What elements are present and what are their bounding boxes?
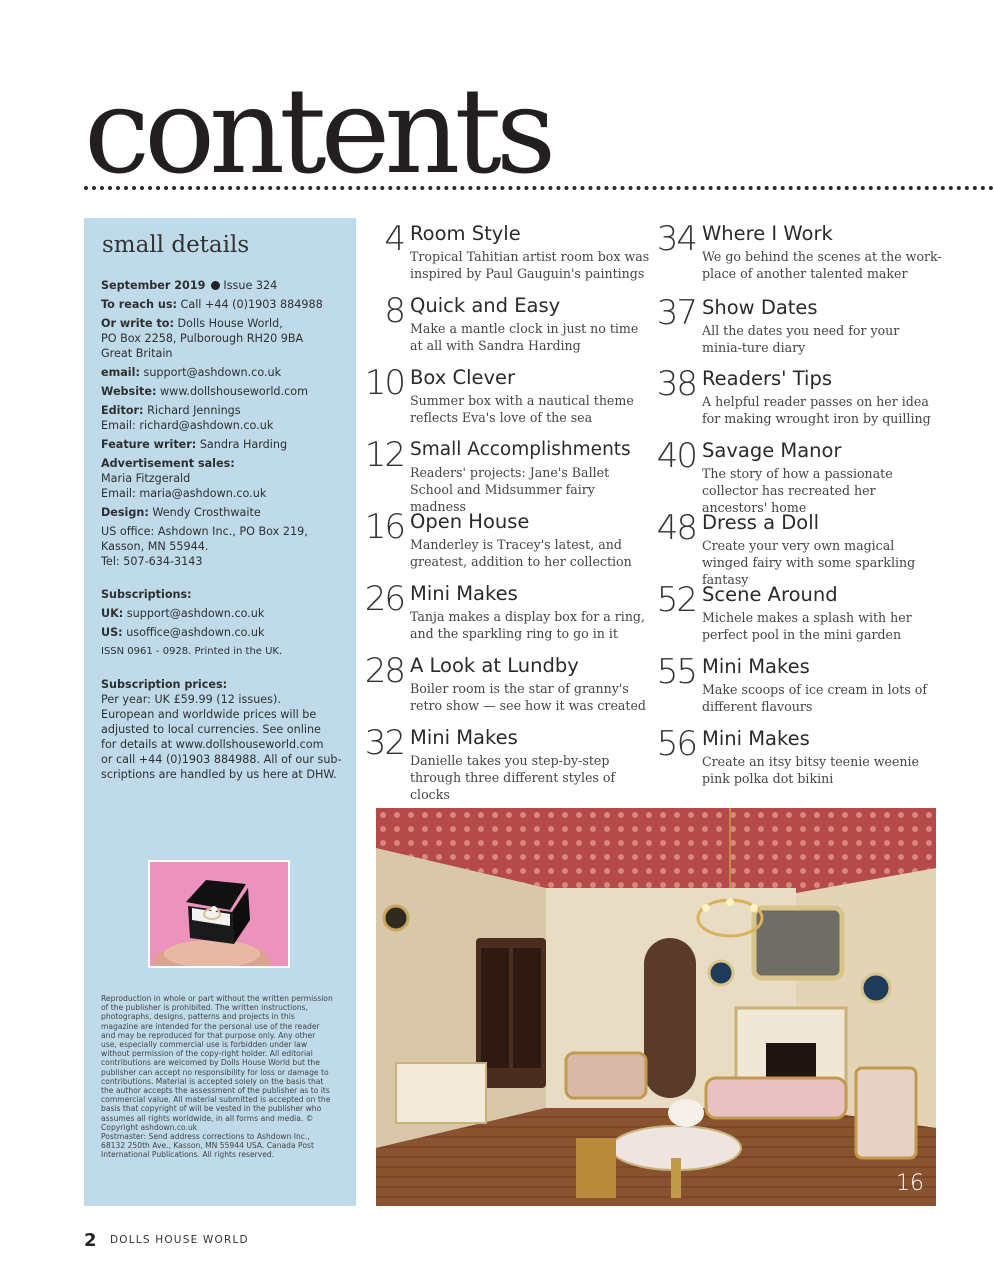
toc-page-number: 40: [656, 436, 696, 476]
toc-heading: Show Dates: [702, 296, 818, 319]
editor-label: Editor:: [101, 404, 144, 417]
toc-page-number: 37: [656, 293, 696, 333]
page-title: contents: [84, 62, 551, 200]
prices-line6: scriptions are handled by us here at DHW.: [101, 768, 337, 781]
feature-value: Sandra Harding: [199, 438, 288, 451]
toc-heading: Small Accomplishments: [410, 439, 631, 460]
issue-number: Issue 324: [223, 279, 278, 292]
postmaster-text: Postmaster: Send address corrections to Ashdown Inc., 68132 250th Ave., Kasson, MN 55944 USA. Canada Post International Publications. All rights reserved.: [101, 1132, 314, 1160]
prices-line3: adjusted to local currencies. See online: [101, 723, 321, 736]
toc-page-number: 8: [384, 291, 404, 331]
issn-line: [101, 644, 346, 659]
website-label: Website:: [101, 385, 157, 398]
uk-email[interactable]: support@ashdown.co.uk: [126, 607, 265, 620]
reach-line: [101, 297, 346, 312]
write-line2: PO Box 2258, Pulborough RH20 9BA: [101, 332, 304, 345]
prices-label: Subscription prices:: [101, 678, 228, 691]
disclaimer-text: Reproduction in whole or part without the written permission of the publisher is prohibited. The written instructions, photographs, designs, patterns and projects in this magazine are intended for the personal use of the reader and may be reproduced for that purpose only. Any other use, especially commercial use is forbidden under law without permission of the copy-right holder. All editorial contributions are welcomed by Dolls House World but the publisher can accept no responsibility for loss or damage to contributions. Material is accepted solely on the basis that the author accepts the assessment of the publisher as to its commercial value. All material submitted is accepted on the basis that copyright of will be vested in the publisher who assumes all rights worldwide, in all forms and media. © Copyright ashdown.co.uk: [101, 994, 333, 1132]
ads-email[interactable]: Email: maria@ashdown.co.uk: [101, 487, 267, 500]
us-office-line2: Kasson, MN 55944.: [101, 540, 209, 553]
toc-page-number: 10: [364, 363, 404, 403]
toc-description: Tanja makes a display box for a ring, and the sparkling ring to go in it: [410, 609, 645, 641]
toc-description: Michele makes a splash with her perfect pool in the mini garden: [702, 610, 912, 642]
write-label: Or write to:: [101, 317, 174, 330]
toc-description: Summer box with a nautical theme reflects Eva's love of the sea: [410, 393, 634, 425]
toc-description: All the dates you need for your minia-ture diary: [702, 323, 900, 355]
small-details-sidebar: [84, 218, 356, 1206]
sidebar-details: [101, 278, 346, 782]
issue-line: [101, 278, 346, 293]
sidebar-title: small details: [102, 232, 250, 258]
toc-page-number: 16: [364, 507, 404, 547]
us-subs-line: [101, 625, 346, 640]
reach-value: Call +44 (0)1903 884988: [180, 298, 323, 311]
room-interior-illustration: [376, 808, 936, 1206]
subscriptions-label: Subscriptions:: [101, 588, 192, 601]
toc-heading: Quick and Easy: [410, 294, 561, 317]
toc-description: Make scoops of ice cream in lots of different flavours: [702, 682, 927, 714]
toc-heading: Dress a Doll: [702, 511, 820, 534]
toc-page-number: 4: [384, 219, 404, 259]
design-line: [101, 505, 346, 520]
us-label: US:: [101, 626, 123, 639]
email-link[interactable]: support@ashdown.co.uk: [143, 366, 282, 379]
magazine-name: DOLLS HOUSE WORLD: [110, 1234, 249, 1246]
toc-description: Readers' projects: Jane's Ballet School and Midsummer fairy madness: [410, 465, 610, 514]
toc-heading: Mini Makes: [410, 726, 518, 749]
editor-value: Richard Jennings: [147, 404, 241, 417]
bullet-icon: [211, 281, 220, 290]
editor-email[interactable]: Email: richard@ashdown.co.uk: [101, 419, 274, 432]
us-email[interactable]: usoffice@ashdown.co.uk: [126, 626, 265, 639]
toc-heading: Room Style: [410, 222, 521, 245]
per-year-label: Per year:: [101, 693, 151, 706]
prices-line5: or call +44 (0)1903 884988. All of our sub-: [101, 753, 342, 766]
prices-line1: [101, 692, 346, 707]
toc-page-number: 32: [364, 723, 404, 763]
toc-heading: Savage Manor: [702, 439, 842, 462]
uk-label: UK:: [101, 607, 124, 620]
design-value: Wendy Crosthwaite: [152, 506, 261, 519]
toc-heading: Mini Makes: [702, 727, 810, 750]
us-office-line3: Tel: 507-634-3143: [101, 555, 203, 568]
toc-description: Create your very own magical winged fairy with some sparkling fantasy: [702, 538, 916, 587]
reach-label: To reach us:: [101, 298, 177, 311]
toc-page-number: 52: [656, 580, 696, 620]
toc-heading: A Look at Lundby: [410, 654, 579, 677]
feature-line: [101, 437, 346, 452]
ads-label: Advertisement sales:: [101, 457, 235, 470]
toc-page-number: 34: [656, 219, 696, 259]
toc-heading: Where I Work: [702, 222, 833, 245]
toc-page-number: 38: [656, 364, 696, 404]
toc-description: Create an itsy bitsy teenie weenie pink polka dot bikini: [702, 754, 919, 786]
issn: ISSN 0961 - 0928.: [101, 646, 192, 657]
printed-note: Printed in the UK.: [194, 646, 283, 657]
ring-box-illustration: [150, 862, 290, 968]
toc-description: We go behind the scenes at the work-place of another talented maker: [702, 249, 942, 281]
editor-line: [101, 403, 346, 418]
toc-description: Manderley is Tracey's latest, and greatest, addition to her collection: [410, 537, 632, 569]
prices-line2: European and worldwide prices will be: [101, 708, 317, 721]
ads-name: Maria Fitzgerald: [101, 472, 191, 485]
ring-box-image: [148, 860, 290, 968]
toc-description: Danielle takes you step-by-step through three different styles of clocks: [410, 753, 616, 802]
us-office-line1: US office: Ashdown Inc., PO Box 219,: [101, 525, 308, 538]
write-line3: Great Britain: [101, 347, 173, 360]
toc-page-number: 48: [656, 508, 696, 548]
toc-page-number: 56: [656, 724, 696, 764]
toc-description: Tropical Tahitian artist room box was inspired by Paul Gauguin's paintings: [410, 249, 650, 281]
write-line: [101, 316, 346, 331]
toc-description: Boiler room is the star of granny's retro show — see how it was created: [410, 681, 646, 713]
toc-description: A helpful reader passes on her idea for making wrought iron by quilling: [702, 394, 931, 426]
website-line: [101, 384, 346, 399]
toc-heading: Box Clever: [410, 366, 516, 389]
page-number: 2: [84, 1230, 97, 1251]
toc-page-number: 55: [656, 652, 696, 692]
write-line1: Dolls House World,: [177, 317, 283, 330]
uk-subs-line: [101, 606, 346, 621]
issue-date: September 2019: [101, 279, 206, 292]
toc-page-number: 28: [364, 651, 404, 691]
per-year-value: UK £59.99 (12 issues).: [154, 693, 281, 706]
toc-heading: Open House: [410, 510, 530, 533]
prices-line4: for details at www.dollshouseworld.com: [101, 738, 324, 751]
email-label: email:: [101, 366, 140, 379]
design-label: Design:: [101, 506, 149, 519]
room-interior-photo: [376, 808, 936, 1206]
toc-heading: Mini Makes: [702, 655, 810, 678]
photo-page-reference: 16: [896, 1171, 924, 1196]
toc-heading: Mini Makes: [410, 582, 518, 605]
toc-page-number: 26: [364, 579, 404, 619]
toc-description: The story of how a passionate collector has recreated her ancestors' home: [702, 466, 893, 515]
toc-heading: Scene Around: [702, 583, 838, 606]
website-link[interactable]: www.dollshouseworld.com: [160, 385, 308, 398]
toc-description: Make a mantle clock in just no time at all with Sandra Harding: [410, 321, 639, 353]
legal-disclaimer: [101, 994, 333, 1160]
dotted-divider: [84, 186, 994, 190]
toc-page-number: 12: [364, 435, 404, 475]
toc-heading: Readers' Tips: [702, 367, 832, 390]
feature-label: Feature writer:: [101, 438, 197, 451]
email-line: [101, 365, 346, 380]
